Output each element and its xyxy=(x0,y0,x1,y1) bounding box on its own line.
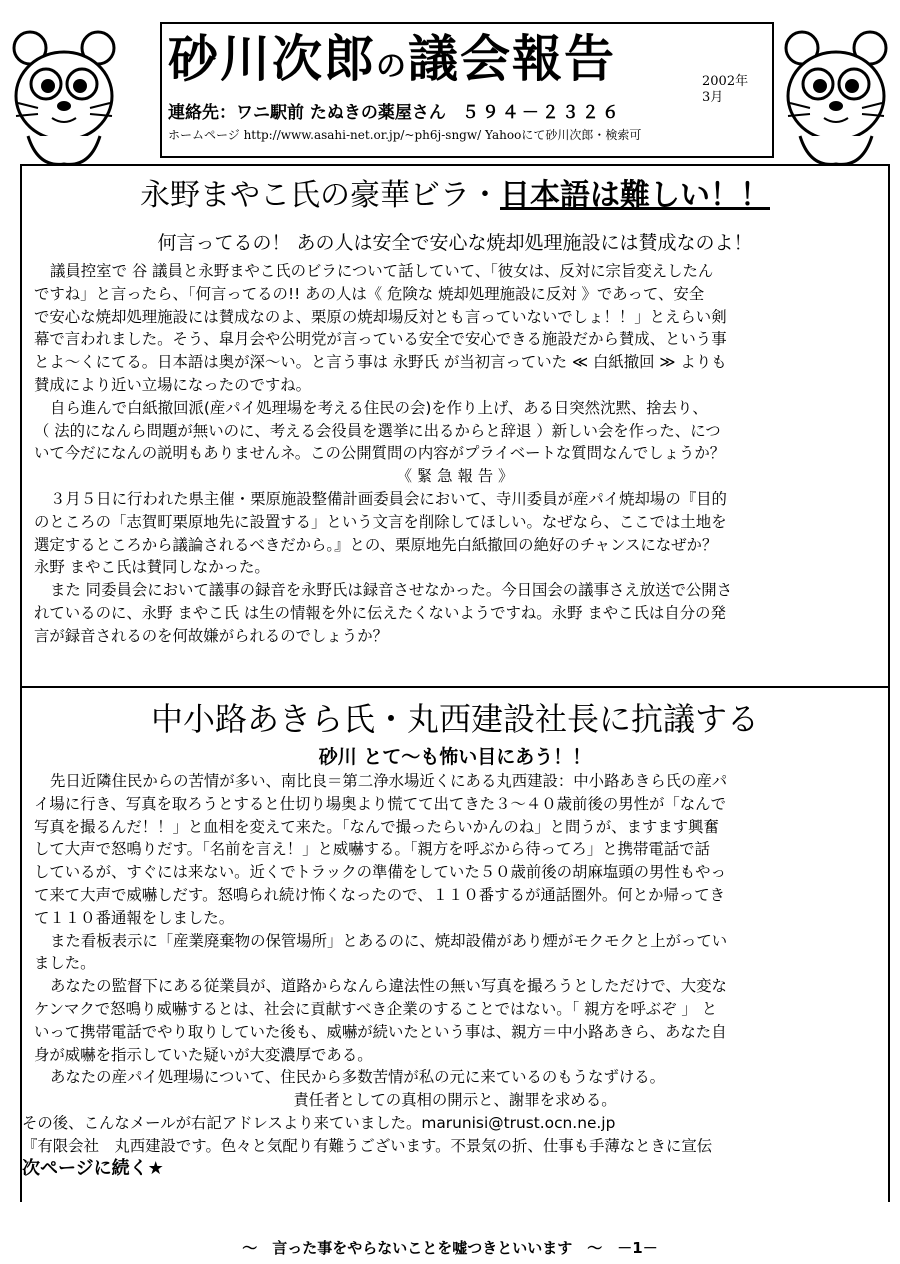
homepage-info: ホームページ http://www.asahi-net.or.jp/~ph6j-sngw/ Yahooにて砂川次郎・検索可 xyxy=(168,128,642,142)
body-line: また看板表示に「産業廃棄物の保管場所」とあるのに、焼却設備があり煙がモクモクと上がってい xyxy=(50,931,728,950)
continued-next-page: 次ページに続く★ xyxy=(22,1157,164,1179)
body-line: （ 法的になんら問題が無いのに、考える会役員を選挙に出るからと辞退 ）新しい会を作った、につ xyxy=(34,421,721,440)
body-line: ケンマクで怒鳴り威嚇するとは、社会に貢献すべき企業のすることではない。「 親方を呼ぶぞ 」 と xyxy=(34,999,718,1018)
body-line: で安心な焼却処理施設には賛成なのよ、栗原の焼却場反対とも言っていないでしょ！！」とえらい剣 xyxy=(34,307,727,326)
body-line: 先日近隣住民からの苦情が多い、南比良＝第二浄水場近くにある丸西建設：中小路あきら氏の産パ xyxy=(50,772,728,790)
issue-month: 3月 xyxy=(702,90,724,105)
urgent-line: また 同委員会において議事の録音を永野氏は録音させなかった。今日国会の議事さえ放送で公開さ xyxy=(50,581,733,600)
urgent-report-heading: 《 緊 急 報 告 》 xyxy=(396,467,514,486)
body-line: 身が威嚇を指示していた疑いが大変濃厚である。 xyxy=(34,1045,373,1064)
body-line: 幕で言われました。そう、皐月会や公明党が言っている安全で安心できる施設だから賛成、という事 xyxy=(34,330,727,349)
contact-info xyxy=(168,98,622,123)
article-nagano xyxy=(20,164,890,688)
body-line: て１１０番通報をしました。 xyxy=(34,908,235,927)
article-nakakoji xyxy=(20,686,890,1202)
body-line: 『有限会社 丸西建設です。色々と気配り有難うございます。不景気の折、仕事も手薄なときに宣伝 xyxy=(22,1136,713,1155)
issue-year: 2002年 xyxy=(702,74,749,89)
urgent-line: 言が録音されるのを何故嫌がられるのでしょうか？ xyxy=(34,626,388,645)
article1-title xyxy=(22,170,888,214)
article1-title-plain: 永野まやこ氏の豪華ビラ・ xyxy=(140,178,500,213)
body-line: いって携帯電話でやり取りしていた後も、威嚇が続いたという事は、親方＝中小路あきら、あなた自 xyxy=(34,1022,727,1041)
body-line: 議員控室で 谷 議員と永野まやこ氏のビラについて話していて、「彼女は、反対に宗旨変えしたん xyxy=(50,262,714,280)
article1-subtitle: 何言ってるの！ あの人は安全で安心な焼却処理施設には賛成なのよ！ xyxy=(157,232,753,254)
title-report: 議会報告 xyxy=(408,30,616,88)
article2-subtitle: 砂川 とて～も怖い目にあう！！ xyxy=(318,746,592,768)
body-line: 写真を撮るんだ！！」と血相を変えて来た。「なんで撮ったらいかんのね」と問うが、ますます興奮 xyxy=(34,817,719,836)
newsletter-header xyxy=(160,22,774,158)
body-line: ですね」と言ったら、「何言ってるの!! あの人は《 危険な 焼却処理施設に反対 》であって、安全 xyxy=(34,284,705,303)
title-particle: の xyxy=(376,49,408,84)
body-line: イ場に行き、写真を取ろうとすると仕切り場奥より慌てて出てきた３～４０歳前後の男性が「なんで xyxy=(34,794,726,813)
issue-date xyxy=(702,74,748,106)
body-line: 賛成により近い立場になったのですね。 xyxy=(34,375,312,394)
body-line: いて今だになんの説明もありませんネ。この公開質問の内容がプライベートな質問なんでしょうか？ xyxy=(34,444,726,463)
article2-title: 中小路あきら氏・丸西建設社長に抗議する xyxy=(150,700,759,738)
urgent-line: れているのに、永野 まやこ氏 は生の情報を外に伝えたくないようですね。永野 まやこ氏は自分の発 xyxy=(34,603,726,622)
body-line: その後、こんなメールが右記アドレスより来ていました。marunisi@trust.ocn.ne.jp xyxy=(22,1113,616,1132)
body-line: しているが、すぐには来ない。近くでトラックの準備をしていた５０歳前後の胡麻塩頭の男性もやっ xyxy=(34,863,726,882)
body-line: して大声で怒鳴りだす。「名前を言え！」と威嚇する。「親方を呼ぶから待ってろ」と携帯電話で話 xyxy=(34,840,710,859)
contact-label: 連絡先：ワニ駅前 たぬきの薬屋さん xyxy=(168,103,446,123)
page-footer: ～ 言った事をやらないことを嘘つきといいます ～ －1－ xyxy=(242,1239,658,1257)
title-name: 砂川次郎 xyxy=(168,30,376,88)
tanuki-mascot-right xyxy=(780,18,892,168)
body-line: あなたの産パイ処理場について、住民から多数苦情が私の元に来ているのもうなずける。 xyxy=(50,1068,666,1087)
body-line: 責任者としての真相の開示と、謝罪を求める。 xyxy=(293,1091,617,1110)
article1-title-bold: 日本語は難しい！！ xyxy=(500,178,770,213)
body-line: 自ら進んで白紙撤回派(産パイ処理場を考える住民の会)を作り上げ、ある日突然沈黙、捨去り、 xyxy=(50,398,708,417)
body-line: とよ～くにてる。日本語は奥が深～い。と言う事は 永野氏 が当初言っていた ≪ 白紙撤回 ≫ よりも xyxy=(34,353,727,372)
body-line: ました。 xyxy=(34,954,96,973)
urgent-line: 選定するところから議論されるべきだから。』との、栗原地先白紙撤回の絶好のチャンスになぜか？ xyxy=(34,535,718,554)
tanuki-mascot-left xyxy=(8,18,120,168)
article1-body xyxy=(34,260,876,648)
article2-body xyxy=(22,770,876,1180)
contact-phone: ５９４－２３２６ xyxy=(461,103,622,123)
urgent-line: 永野 まやこ氏は賛同しなかった。 xyxy=(34,558,270,577)
urgent-line: ３月５日に行われた県主催・栗原施設整備計画委員会において、寺川委員が産パイ焼却場の『目的 xyxy=(50,489,727,508)
urgent-line: のところの「志賀町栗原地先に設置する」という文言を削除してほしい。なぜなら、ここでは土地を xyxy=(34,512,727,531)
body-line: あなたの監督下にある従業員が、道路からなんら違法性の無い写真を撮ろうとしただけで、大変な xyxy=(50,977,727,996)
newsletter-title xyxy=(168,26,616,100)
body-line: て来て大声で威嚇しだす。怒鳴られ続け怖くなったので、１１０番するが通話圏外。何とか帰ってき xyxy=(34,885,726,904)
